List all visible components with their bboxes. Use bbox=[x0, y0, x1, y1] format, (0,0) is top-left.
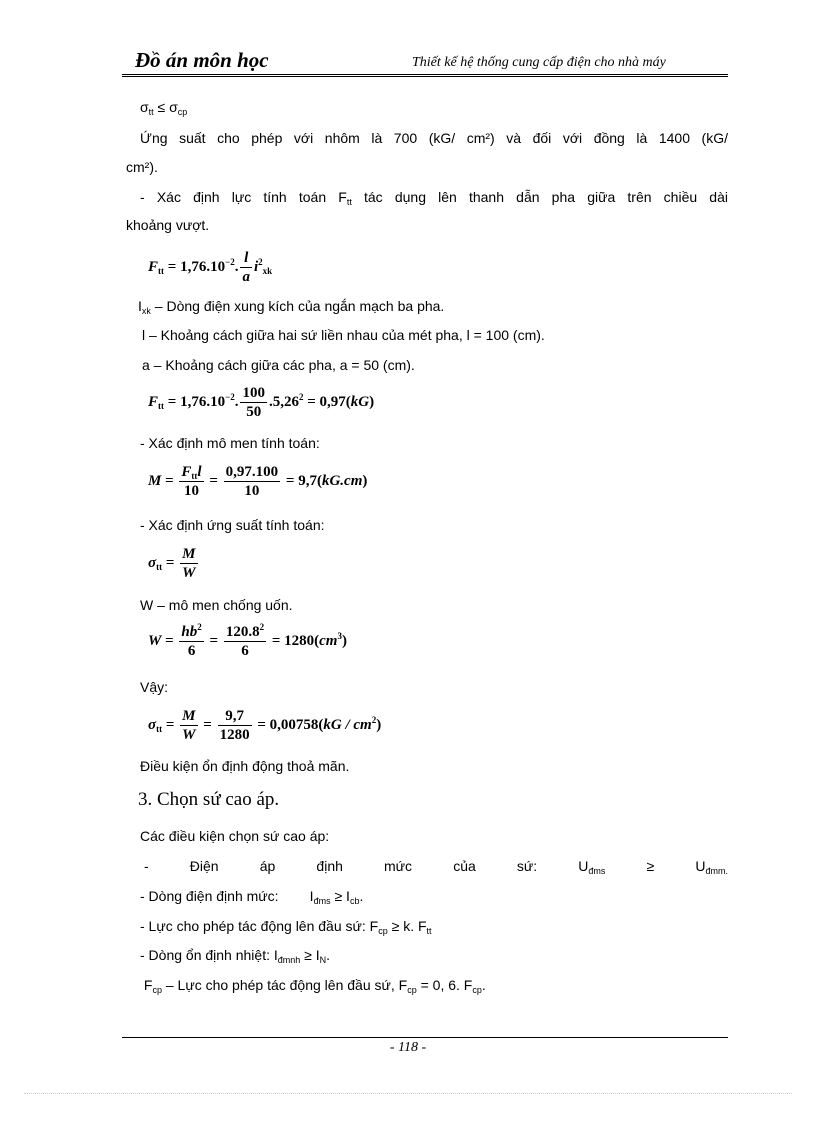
ixk-definition: $I_{xk}$ – Dòng điện xung kích của ngắn mạch ba pha. bbox=[138, 298, 445, 316]
conclusion-label: Vậy: bbox=[140, 679, 169, 695]
footer-rule bbox=[122, 1037, 728, 1038]
formula-stress-value: $\sigma_{tt}$ = $\frac{M}{W}$ = $\frac{9,7}{1280}$ = $0,00758(kG / cm^2)$ bbox=[148, 708, 382, 743]
section-title: 3. Chọn sứ cao áp. bbox=[138, 789, 280, 810]
moment-heading: - Xác định mô men tính toán: bbox=[140, 435, 320, 451]
force-text-cont: khoảng vượt. bbox=[126, 217, 210, 233]
condition-current: - Dòng điện định mức: $I_{đms} \ge I_{cb}$. bbox=[140, 888, 364, 906]
condition-force: - Lực cho phép tác động lên đầu sứ: $F_{cp} \ge k$. $F_{tt}$ bbox=[140, 918, 432, 936]
formula-force-value: $F_{tt} = 1,76.10^{-2}$. $\frac{100}{50}$ $.5,26^2 = 0,97(kG)$ bbox=[148, 385, 375, 420]
force-text: - Xác định lực tính toán $F_{tt}$ tác dụng lên thanh dẫn pha giữa trên chiều dài bbox=[140, 189, 728, 207]
formula-moment: M = $\frac{F_{tt}l}{10}$ = $\frac{0,97.100}{10}$ = 9,7(kG.cm) bbox=[148, 464, 368, 499]
page-edge bbox=[24, 1093, 792, 1094]
condition-thermal: - Dòng ổn định nhiệt: $I_{đmnh} \ge I_N$. bbox=[140, 947, 331, 965]
stress-heading: - Xác định ứng suất tính toán: bbox=[140, 517, 325, 533]
l-definition: l – Khoảng cách giữa hai sứ liền nhau của mét pha, l = 100 (cm). bbox=[142, 327, 545, 343]
section-intro: Các điều kiện chọn sứ cao áp: bbox=[140, 828, 330, 844]
allowable-stress-text-cont: cm²). bbox=[126, 159, 158, 175]
header-title: Đồ án môn học bbox=[135, 48, 269, 72]
fcp-definition: $F_{cp}$ – Lực cho phép tác động lên đầu sứ, $F_{cp} = 0$, 6. $F_{cp}$. bbox=[140, 977, 486, 995]
formula-section-modulus: W = $\frac{hb^2}{6}$ = $\frac{120.8^2}{6}$ = $1280(cm^3)$ bbox=[148, 622, 347, 659]
w-definition: W – mô men chống uốn. bbox=[140, 597, 293, 613]
header-rule bbox=[122, 74, 728, 75]
a-definition: a – Khoảng cách giữa các pha, a = 50 (cm). bbox=[142, 357, 415, 373]
condition-voltage: - Điện áp định mức của sứ: $U_{đms}$ ≥ $U_{đmm.}$ bbox=[144, 858, 728, 876]
formula-force: $F_{tt} = 1,76.10^{-2}$. $\frac{l}{a}$ $i^2_{xk}$ bbox=[148, 250, 273, 285]
allowable-stress-text: Ứng suất cho phép với nhôm là 700 (kG/ cm²) và đối với đồng là 1400 (kG/ bbox=[140, 130, 728, 146]
header-subtitle: Thiết kế hệ thống cung cấp điện cho nhà máy bbox=[412, 55, 666, 70]
stress-condition: $\sigma_{tt} \le \sigma_{cp}$ bbox=[140, 99, 188, 117]
page-number: - 118 - bbox=[389, 1040, 427, 1055]
header-rule-2 bbox=[122, 76, 728, 77]
stability-conclusion: Điều kiện ổn định động thoả mãn. bbox=[140, 758, 350, 774]
formula-stress: $\sigma_{tt}$ = $\frac{M}{W}$ bbox=[148, 546, 196, 581]
